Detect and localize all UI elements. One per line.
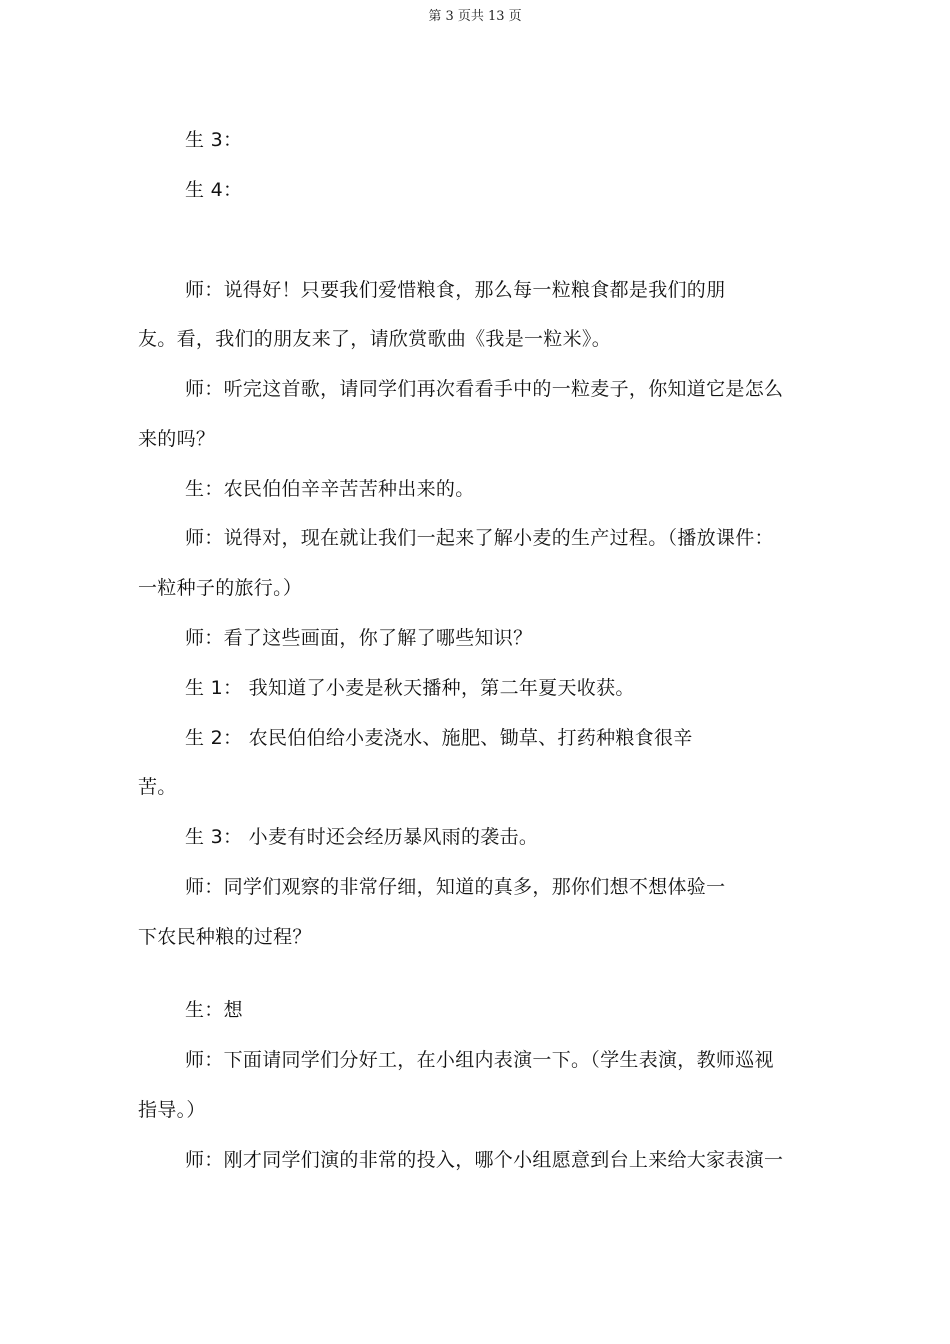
paragraph-line: 一粒种子的旅行。） [138,577,303,599]
paragraph-line: 师：说得好！只要我们爱惜粮食，那么每一粒粮食都是我们的朋 [185,279,726,301]
page-indicator: 第 3 页共 13 页 [428,9,522,24]
paragraph-line: 生 4： [185,179,243,201]
paragraph-line: 指导。） [138,1099,206,1121]
paragraph-line: 来的吗？ [138,428,216,450]
paragraph-line: 苦。 [138,776,177,798]
paragraph-line: 生 1： 我知道了小麦是秋天播种，第二年夏天收获。 [185,677,635,699]
paragraph-line: 生 3： [185,129,243,151]
paragraph-line: 生 3： 小麦有时还会经历暴风雨的袭击。 [185,826,539,848]
paragraph-line: 师：听完这首歌，请同学们再次看看手中的一粒麦子，你知道它是怎么 [185,378,784,400]
paragraph-line: 生：农民伯伯辛辛苦苦种出来的。 [185,478,475,500]
paragraph-line: 师：刚才同学们演的非常的投入，哪个小组愿意到台上来给大家表演一 [185,1149,784,1171]
paragraph-line: 师：看了这些画面，你了解了哪些知识？ [185,627,533,649]
paragraph-line: 生：想 [185,999,243,1021]
paragraph-line: 生 2： 农民伯伯给小麦浇水、施肥、锄草、打药种粮食很辛 [185,727,693,749]
paragraph-line: 下农民种粮的过程？ [138,926,312,948]
paragraph-line: 师：同学们观察的非常仔细，知道的真多，那你们想不想体验一 [185,876,726,898]
paragraph-line: 师：下面请同学们分好工，在小组内表演一下。（学生表演，教师巡视 [185,1049,774,1071]
paragraph-line: 友。看，我们的朋友来了，请欣赏歌曲《我是一粒米》。 [138,328,612,350]
paragraph-line: 师：说得对，现在就让我们一起来了解小麦的生产过程。（播放课件： [185,527,774,549]
